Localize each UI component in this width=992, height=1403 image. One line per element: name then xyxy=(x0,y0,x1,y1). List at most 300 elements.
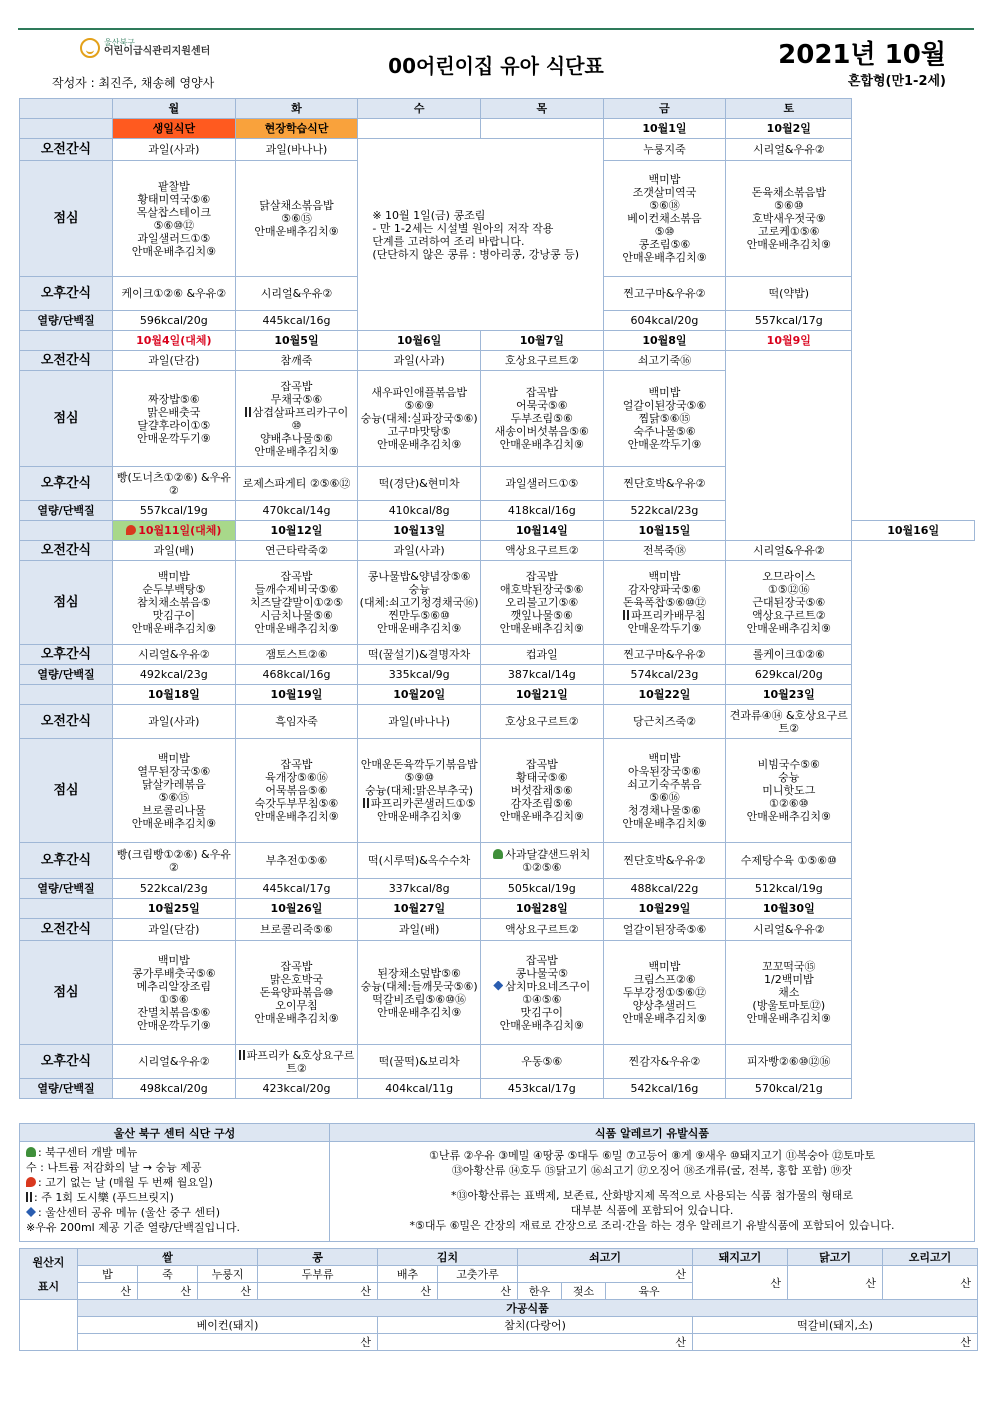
pm-snack: 찐단호박&우유② xyxy=(603,843,726,879)
date-cell: 10월12일 xyxy=(235,521,358,541)
lunch-item: 버섯잡채⑤⑥ xyxy=(510,784,573,797)
kcal-value: 423kcal/20g xyxy=(235,1079,358,1099)
note-line: ※ 10월 1일(금) 콩조림 xyxy=(372,208,486,222)
kcal-value: 570kcal/21g xyxy=(726,1079,852,1099)
am-snack: 시리얼&우유② xyxy=(726,919,852,941)
chicken-origin: 산 xyxy=(788,1266,883,1300)
legend-table xyxy=(19,1123,975,1242)
lunch-item: 돈육양파볶음⑩ xyxy=(259,986,334,999)
pm-snack: 우동⑤⑥ xyxy=(480,1045,603,1079)
lunch-item: 안매운배추김치⑨ xyxy=(746,1012,831,1025)
am-snack: 액상요구르트② xyxy=(480,541,603,561)
shared-menu-icon xyxy=(26,1207,36,1217)
pm-snack: 롤케이크①②⑥ xyxy=(726,645,852,665)
lunch-item: ⑤⑥⑯ xyxy=(649,790,680,804)
lunch-item: 안매운배추김치⑨ xyxy=(499,1018,584,1032)
lunch-item: 돈육채소볶음밥 xyxy=(751,186,826,199)
lunch-cell xyxy=(726,161,852,277)
row-label-kcal: 열량/단백질 xyxy=(20,501,113,521)
lunch-item: 치즈달걀말이①②⑤ xyxy=(249,596,344,609)
lunch-cell xyxy=(235,561,358,645)
lunch-item: 잡곡밥 xyxy=(280,379,313,393)
am-snack: 과일(사과) xyxy=(358,351,481,371)
lunch-item: 브로콜리나물 xyxy=(141,803,206,817)
lunch-item: 찐만두⑤⑥⑩ xyxy=(388,609,450,622)
lunch-item: 백미밥 xyxy=(648,570,681,583)
date-cell: 10월14일 xyxy=(480,521,603,541)
lunch-cell xyxy=(726,561,852,645)
am-snack: 과일(배) xyxy=(113,541,236,561)
lunch-cell xyxy=(726,941,852,1045)
date-cell: 10월18일 xyxy=(113,685,236,705)
lunch-item: 잡곡밥 xyxy=(525,953,558,967)
legend-item: : 고기 없는 날 (매월 두 번째 월요일) xyxy=(38,1176,213,1189)
lunch-item: 황태국⑤⑥ xyxy=(515,771,568,784)
lunch-item: (방울토마토⑫) xyxy=(752,999,826,1012)
row-label-lunch: 점심 xyxy=(20,161,113,277)
lunch-cell xyxy=(358,561,481,645)
lunch-item: 목살찹스테이크 xyxy=(136,205,212,219)
pm-snack: 찐고구마&우유② xyxy=(603,645,726,665)
lunch-item: 백미밥 xyxy=(157,953,190,967)
page-title: 00어린이집 유아 식단표 xyxy=(388,54,604,78)
lunch-item: 조갯살미역국 xyxy=(632,186,697,199)
sub-juk: 죽 xyxy=(138,1266,198,1283)
cat-beef: 쇠고기 xyxy=(518,1249,693,1266)
pm-snack: 떡(시루떡)&옥수수차 xyxy=(358,843,481,879)
processed-food-header: 가공식품 xyxy=(78,1300,978,1317)
week4-lunch-row xyxy=(20,739,975,843)
pm-snack: 떡(꿀떡)&보리차 xyxy=(358,1045,481,1079)
allergy-line: *⑤대두 ⑥밀은 간장의 재료로 간장으로 조리·간을 하는 경우 알레르기 유발식품에 포함되어 있습니다. xyxy=(409,1219,895,1232)
lunch-item: 닭살카레볶음 xyxy=(141,777,206,791)
lunch-item: 파프리카콘샐러드①⑤ xyxy=(359,797,479,810)
am-snack: 과일(사과) xyxy=(358,541,481,561)
duck-origin: 산 xyxy=(883,1266,978,1300)
day-tue: 화 xyxy=(235,99,358,119)
date-cell: 10월22일 xyxy=(603,685,726,705)
lunch-item: ⑤⑨⑩ xyxy=(404,771,434,784)
year-month: 2021년 10월 xyxy=(778,40,946,70)
galbi-label: 떡갈비(돼지,소) xyxy=(693,1317,978,1334)
pm-snack xyxy=(235,1045,358,1079)
week3-lunch-row xyxy=(20,561,975,645)
lunch-item: 돈육폭찹⑤⑥⑩⑫ xyxy=(622,596,706,609)
week1-date-row xyxy=(20,119,975,139)
lunch-item: 맑은호박국 xyxy=(269,973,324,986)
week4-pm-row xyxy=(20,843,975,879)
meatless-day-icon xyxy=(126,525,136,535)
lunch-item: 백미밥 xyxy=(648,751,681,765)
lunch-item: 크림스프②⑥ xyxy=(633,973,696,986)
lunch-item: 파프리카배무침 xyxy=(605,609,725,622)
lunch-item: 안매운배추김치⑨ xyxy=(131,244,216,258)
legend-item: : 주 1회 도시樂 (푸드브릿지) xyxy=(34,1191,174,1204)
date-cell xyxy=(113,521,236,541)
lunch-item: 잡곡밥 xyxy=(280,758,313,771)
day-wed: 수 xyxy=(358,99,481,119)
juk-origin: 산 xyxy=(138,1283,198,1300)
legend-body xyxy=(20,1142,330,1242)
lunch-item: 안매운배추김치⑨ xyxy=(131,816,216,830)
lunch-item: 백미밥 xyxy=(157,751,190,765)
date-cell: 10월7일 xyxy=(480,331,603,351)
row-label-pm: 오후간식 xyxy=(20,467,113,501)
kcal-value: 522kcal/23g xyxy=(603,501,726,521)
lunch-item: 팥찰밥 xyxy=(157,179,190,193)
kcal-value: 488kcal/22g xyxy=(603,879,726,899)
kcal-value: 557kcal/19g xyxy=(113,501,236,521)
pm-snack-text: 사과달걀샌드위치 ①②⑤⑥ xyxy=(505,847,591,874)
day-fri: 금 xyxy=(603,99,726,119)
date-cell: 10월20일 xyxy=(358,685,481,705)
date-cell: 10월15일 xyxy=(603,521,726,541)
lunch-item: 안매운배추김치⑨ xyxy=(499,438,584,451)
lunch-item: 잔멸치볶음⑤⑥ xyxy=(137,1005,211,1019)
lunch-item: ⑤⑥⑮ xyxy=(158,790,190,804)
cat-chicken: 닭고기 xyxy=(788,1249,883,1266)
am-snack: 과일(배) xyxy=(358,919,481,941)
lunch-item: 콩나물밥&양념장⑤⑥ xyxy=(367,570,471,583)
origin-label xyxy=(20,1249,78,1300)
lunch-cell xyxy=(235,371,358,467)
lunch-item: 두부조림⑤⑥ xyxy=(510,412,573,425)
baechu-origin: 산 xyxy=(378,1283,438,1300)
row-label-kcal: 열량/단백질 xyxy=(20,311,113,331)
date-cell: 10월4일(대체) xyxy=(113,331,236,351)
lunch-item: ⑤⑥⑩⑫ xyxy=(153,218,195,232)
date-cell: 10월28일 xyxy=(480,899,603,919)
lunch-item: 숭늉(대체:실파장국⑤⑥) xyxy=(360,412,478,425)
note-line: 단계를 고려하여 조리 바랍니다. xyxy=(372,234,525,248)
sub-baechu: 배추 xyxy=(378,1266,438,1283)
week3-am-row xyxy=(20,541,975,561)
lunch-item: 무채국⑤⑥ xyxy=(270,392,323,406)
lunch-cell xyxy=(603,941,726,1045)
date-cell: 10월21일 xyxy=(480,685,603,705)
lunch-item: 떡갈비조림⑤⑥⑩⑯ xyxy=(372,992,466,1006)
pm-snack: 찐감자&우유② xyxy=(603,1045,726,1079)
date-cell: 10월27일 xyxy=(358,899,481,919)
top-rule xyxy=(18,28,974,30)
lunchbox-day-icon xyxy=(239,1050,245,1060)
lunch-item: 고로케①⑤⑥ xyxy=(758,225,820,238)
lunch-item: 백미밥 xyxy=(648,960,681,973)
lunch-item: 안매운배추김치⑨ xyxy=(254,225,339,238)
lunchbox-day-icon xyxy=(363,798,369,808)
am-snack: 얼갈이된장죽⑤⑥ xyxy=(603,919,726,941)
lunch-item: ⑤⑥⑮ xyxy=(281,212,312,225)
lunch-item: 청경채나물⑤⑥ xyxy=(628,803,701,817)
lunchbox-day-icon xyxy=(245,407,251,417)
lunch-item: 안매운배추김치⑨ xyxy=(254,810,339,823)
logo-region: 울산북구 xyxy=(104,38,135,47)
pm-snack: 로제스파게티 ②⑤⑥⑫ xyxy=(235,467,358,501)
lunch-item: ⑤⑥⑨ xyxy=(404,399,434,412)
row-label-am: 오전간식 xyxy=(20,541,113,561)
date-cell: 10월6일 xyxy=(358,331,481,351)
tuna-origin: 산 xyxy=(378,1334,693,1351)
lunch-item: 쇠고기숙주볶음 xyxy=(627,777,702,791)
lunch-cell xyxy=(358,371,481,467)
lunch-cell xyxy=(235,941,358,1045)
lunch-cell xyxy=(603,739,726,843)
allergy-line: ⑬아황산류 ⑭호두 ⑮닭고기 ⑯쇠고기 ⑰오징어 ⑱조개류(굴, 전복, 홍합 포함) ⑲잣 xyxy=(451,1164,853,1177)
pm-snack: 시리얼&우유② xyxy=(113,645,236,665)
am-snack: 과일(단감) xyxy=(113,351,236,371)
lunch-item: ①④⑤⑥ xyxy=(522,992,562,1006)
allergy-line: *⑬아황산류는 표백제, 보존료, 산화방지제 목적으로 사용되는 식품 첨가물의 형태로 xyxy=(450,1189,854,1202)
lunch-item: 과일샐러드①⑤ xyxy=(137,231,211,245)
pm-snack: 떡(약밥) xyxy=(726,277,852,311)
holiday-cell xyxy=(726,351,852,541)
shared-menu-icon xyxy=(493,981,503,991)
lunch-item: 참치채소볶음⑤ xyxy=(137,596,211,609)
lunch-item: 안매운배추김치⑨ xyxy=(746,810,831,823)
row-label-am: 오전간식 xyxy=(20,139,113,161)
pm-snack: 떡(꿀설기)&결명자차 xyxy=(358,645,481,665)
lunch-item: 황태미역국⑤⑥ xyxy=(137,192,211,206)
lunch-item: 안매운깍두기⑨ xyxy=(137,1018,211,1032)
allergy-title: 식품 알레르기 유발식품 xyxy=(330,1124,975,1142)
lunch-item: 안매운깍두기⑨ xyxy=(137,431,211,445)
lunch-item: 삼겹살파프리카구이 xyxy=(237,406,357,419)
pm-snack: 과일샐러드①⑤ xyxy=(480,467,603,501)
row-label-kcal: 열량/단백질 xyxy=(20,665,113,685)
nurungji-origin: 산 xyxy=(198,1283,258,1300)
lunch-cell xyxy=(113,739,236,843)
date-cell: 10월25일 xyxy=(113,899,236,919)
note-cell xyxy=(358,139,603,331)
lunch-cell xyxy=(603,561,726,645)
week5-am-row xyxy=(20,919,975,941)
lunch-item: 숙주나물⑤⑥ xyxy=(633,425,696,438)
sub-dubu: 두부류 xyxy=(258,1266,378,1283)
lunch-item: 오리불고기⑤⑥ xyxy=(505,596,579,609)
row-label-lunch: 점심 xyxy=(20,561,113,645)
lunch-item: 안매운배추김치⑨ xyxy=(499,622,584,635)
date-cell: 10월1일 xyxy=(603,119,726,139)
am-snack: 브로콜리죽⑤⑥ xyxy=(235,919,358,941)
tuna-label: 참치(다랑어) xyxy=(378,1317,693,1334)
row-label-lunch: 점심 xyxy=(20,371,113,467)
kcal-value: 410kcal/8g xyxy=(358,501,481,521)
kcal-value: 498kcal/20g xyxy=(113,1079,236,1099)
lunch-item: 미니핫도그 xyxy=(762,784,816,797)
lunch-item: 메추리알장조림 xyxy=(136,979,212,993)
lunch-item: 안매운깍두기⑨ xyxy=(627,438,702,451)
legend-title: 울산 북구 센터 식단 구성 xyxy=(20,1124,330,1142)
lunch-item: 들깨수제비국⑤⑥ xyxy=(254,583,339,596)
lunch-item: 안매운돈육깍두기볶음밥 xyxy=(360,758,478,771)
am-snack: 시리얼&우유② xyxy=(726,139,852,161)
lunch-item: 오므라이스 xyxy=(762,570,816,583)
lunch-item: 짜장밥⑤⑥ xyxy=(148,392,200,406)
kcal-value: 387kcal/14g xyxy=(480,665,603,685)
pm-snack-text: 파프리카 &호상요구르트② xyxy=(246,1048,355,1075)
date-cell: 10월30일 xyxy=(726,899,852,919)
lunch-item: 숭늉(대체:들깨뭇국⑤⑥) xyxy=(360,979,478,993)
lunch-item: 근대된장국⑤⑥ xyxy=(752,596,826,609)
lunch-cell xyxy=(358,739,481,843)
kcal-value: 445kcal/16g xyxy=(235,311,358,331)
lunch-cell xyxy=(480,371,603,467)
am-snack: 쇠고기죽⑯ xyxy=(603,351,726,371)
week2-am-row xyxy=(20,351,975,371)
am-snack: 호상요구르트② xyxy=(480,705,603,739)
pm-snack xyxy=(480,843,603,879)
lunch-item: 안매운배추김치⑨ xyxy=(377,622,462,635)
date-cell: 10월16일 xyxy=(852,521,975,541)
kcal-value: 574kcal/23g xyxy=(603,665,726,685)
sub-nurungji: 누룽지 xyxy=(198,1266,258,1283)
lunch-item: 어묵볶음⑤⑥ xyxy=(265,784,328,797)
lunch-cell xyxy=(726,739,852,843)
pm-snack: 찐단호박&우유② xyxy=(603,467,726,501)
lunch-item: 새송이버섯볶음⑤⑥ xyxy=(494,425,589,438)
am-snack: 전복죽⑱ xyxy=(603,541,726,561)
menu-table xyxy=(19,98,975,1099)
lunch-item: 잡곡밥 xyxy=(280,570,313,583)
lunch-item: 잡곡밥 xyxy=(525,570,558,583)
legend-item: 수 : 나트륨 저감화의 날 → 숭늉 제공 xyxy=(26,1161,202,1174)
lunch-item: 백미밥 xyxy=(648,173,681,186)
cat-rice: 쌀 xyxy=(78,1249,258,1266)
allergy-body xyxy=(330,1142,975,1242)
north-gu-menu-icon xyxy=(26,1147,36,1157)
lunch-item: 안매운깍두기⑨ xyxy=(627,622,702,635)
lunch-item: ⑤⑥⑱ xyxy=(649,199,680,212)
am-snack: 누룽지죽 xyxy=(603,139,726,161)
cat-duck: 오리고기 xyxy=(883,1249,978,1266)
date-cell: 10월23일 xyxy=(726,685,852,705)
cat-kimchi: 김치 xyxy=(378,1249,518,1266)
pm-snack: 부추전①⑤⑥ xyxy=(235,843,358,879)
week5-pm-row xyxy=(20,1045,975,1079)
lunch-item: 양배추나물⑤⑥ xyxy=(260,431,333,445)
sub-gochu: 고춧가루 xyxy=(438,1266,518,1283)
lunch-item: 채소 xyxy=(778,986,800,999)
kcal-value: 629kcal/20g xyxy=(726,665,852,685)
kcal-value: 468kcal/16g xyxy=(235,665,358,685)
lunch-item: 얼갈이된장국⑤⑥ xyxy=(622,399,707,412)
birthday-menu-badge: 생일식단 xyxy=(113,119,236,139)
lunch-item: 안매운배추김치⑨ xyxy=(622,251,707,264)
lunch-cell xyxy=(113,941,236,1045)
date-cell: 10월9일 xyxy=(726,331,852,351)
week5-lunch-row xyxy=(20,941,975,1045)
row-label-pm: 오후간식 xyxy=(20,645,113,665)
day-header-row xyxy=(20,99,975,119)
galbi-origin: 산 xyxy=(693,1334,978,1351)
lunch-item: 깻잎나물⑤⑥ xyxy=(510,609,573,622)
lunch-item: 맛김구이 xyxy=(152,609,196,622)
lunch-item: 맑은배춧국 xyxy=(147,405,201,419)
fieldtrip-menu-badge: 현장학습식단 xyxy=(235,119,358,139)
kcal-value: 512kcal/19g xyxy=(726,879,852,899)
lunch-cell xyxy=(113,161,236,277)
meatless-day-icon xyxy=(26,1177,36,1187)
week5-kcal-row xyxy=(20,1079,975,1099)
menu-type: 혼합형(만1-2세) xyxy=(847,74,946,89)
lunch-item: 숭늉(대체:맑은부추국) xyxy=(365,784,474,797)
lunch-item: 달걀후라이①⑤ xyxy=(137,418,211,432)
week4-date-row xyxy=(20,685,975,705)
kcal-value: 418kcal/16g xyxy=(480,501,603,521)
pm-snack: 피자빵②⑥⑩⑫⑯ xyxy=(726,1045,852,1079)
am-snack: 과일(바나나) xyxy=(358,705,481,739)
kcal-value: 337kcal/8g xyxy=(358,879,481,899)
lunchbox-day-icon xyxy=(623,610,629,620)
date-cell: 10월2일 xyxy=(726,119,852,139)
kcal-value: 596kcal/20g xyxy=(113,311,236,331)
am-snack: 당근치즈죽② xyxy=(603,705,726,739)
am-snack: 과일(사과) xyxy=(113,705,236,739)
date-cell: 10월19일 xyxy=(235,685,358,705)
pm-snack: 시리얼&우유② xyxy=(235,277,358,311)
week5-date-row xyxy=(20,899,975,919)
row-label-kcal: 열량/단백질 xyxy=(20,1079,113,1099)
sub-hanwoo: 한우 xyxy=(518,1283,562,1300)
lunch-item: ⑤⑩ xyxy=(654,225,675,238)
week3-pm-row xyxy=(20,645,975,665)
lunch-item: 순두부백탕⑤ xyxy=(142,583,206,596)
lunch-cell xyxy=(113,371,236,467)
bacon-origin: 산 xyxy=(78,1334,378,1351)
row-label-pm: 오후간식 xyxy=(20,277,113,311)
lunch-item: 안매운배추김치⑨ xyxy=(622,1012,707,1025)
lunch-item: 오이무침 xyxy=(275,999,318,1012)
am-snack: 시리얼&우유② xyxy=(726,541,852,561)
row-label-pm: 오후간식 xyxy=(20,1045,113,1079)
am-snack: 과일(단감) xyxy=(113,919,236,941)
row-label-am: 오전간식 xyxy=(20,705,113,739)
pork-origin: 산 xyxy=(693,1266,788,1300)
date-cell: 10월29일 xyxy=(603,899,726,919)
lunch-item: 안매운배추김치⑨ xyxy=(746,622,831,635)
kcal-value: 505kcal/19g xyxy=(480,879,603,899)
lunch-item: 잡곡밥 xyxy=(280,960,313,973)
lunch-cell xyxy=(603,161,726,277)
note-line: - 만 1-2세는 시설별 원아의 저작 작용 xyxy=(372,221,554,235)
lunch-cell xyxy=(603,371,726,467)
lunch-item: 안매운배추김치⑨ xyxy=(499,810,584,823)
lunch-item: 안매운배추김치⑨ xyxy=(377,1005,462,1019)
lunch-item: ①⑤⑫⑯ xyxy=(767,583,810,596)
lunch-item: 비빔국수⑤⑥ xyxy=(757,758,820,771)
pm-snack: 빵(크림빵①②⑥) &우유② xyxy=(113,843,236,879)
lunch-item: 감자조림⑤⑥ xyxy=(510,797,573,810)
lunch-item: 양상추샐러드 xyxy=(632,999,697,1012)
week1-am-row xyxy=(20,139,975,161)
row-label-pm: 오후간식 xyxy=(20,843,113,879)
lunch-item: 안매운배추김치⑨ xyxy=(746,238,831,251)
lunch-item: 호박새우젓국⑨ xyxy=(751,212,826,225)
am-snack: 과일(사과) xyxy=(113,139,236,161)
logo-name: 어린이급식관리지원센터 xyxy=(104,46,211,57)
row-label-am: 오전간식 xyxy=(20,919,113,941)
gochu-origin: 산 xyxy=(438,1283,518,1300)
sub-bap: 밥 xyxy=(78,1266,138,1283)
date-cell: 10월5일 xyxy=(235,331,358,351)
beef-origin: 산 xyxy=(518,1266,693,1283)
lunch-item: 콩나물국⑤ xyxy=(515,966,568,980)
lunch-item: 꼬꼬떡국⑮ xyxy=(762,960,816,973)
lunch-item: 백미밥 xyxy=(157,570,190,583)
cat-bean: 콩 xyxy=(258,1249,378,1266)
lunch-item: 시금치나물⑤⑥ xyxy=(260,609,333,622)
kcal-value: 557kcal/17g xyxy=(726,311,852,331)
